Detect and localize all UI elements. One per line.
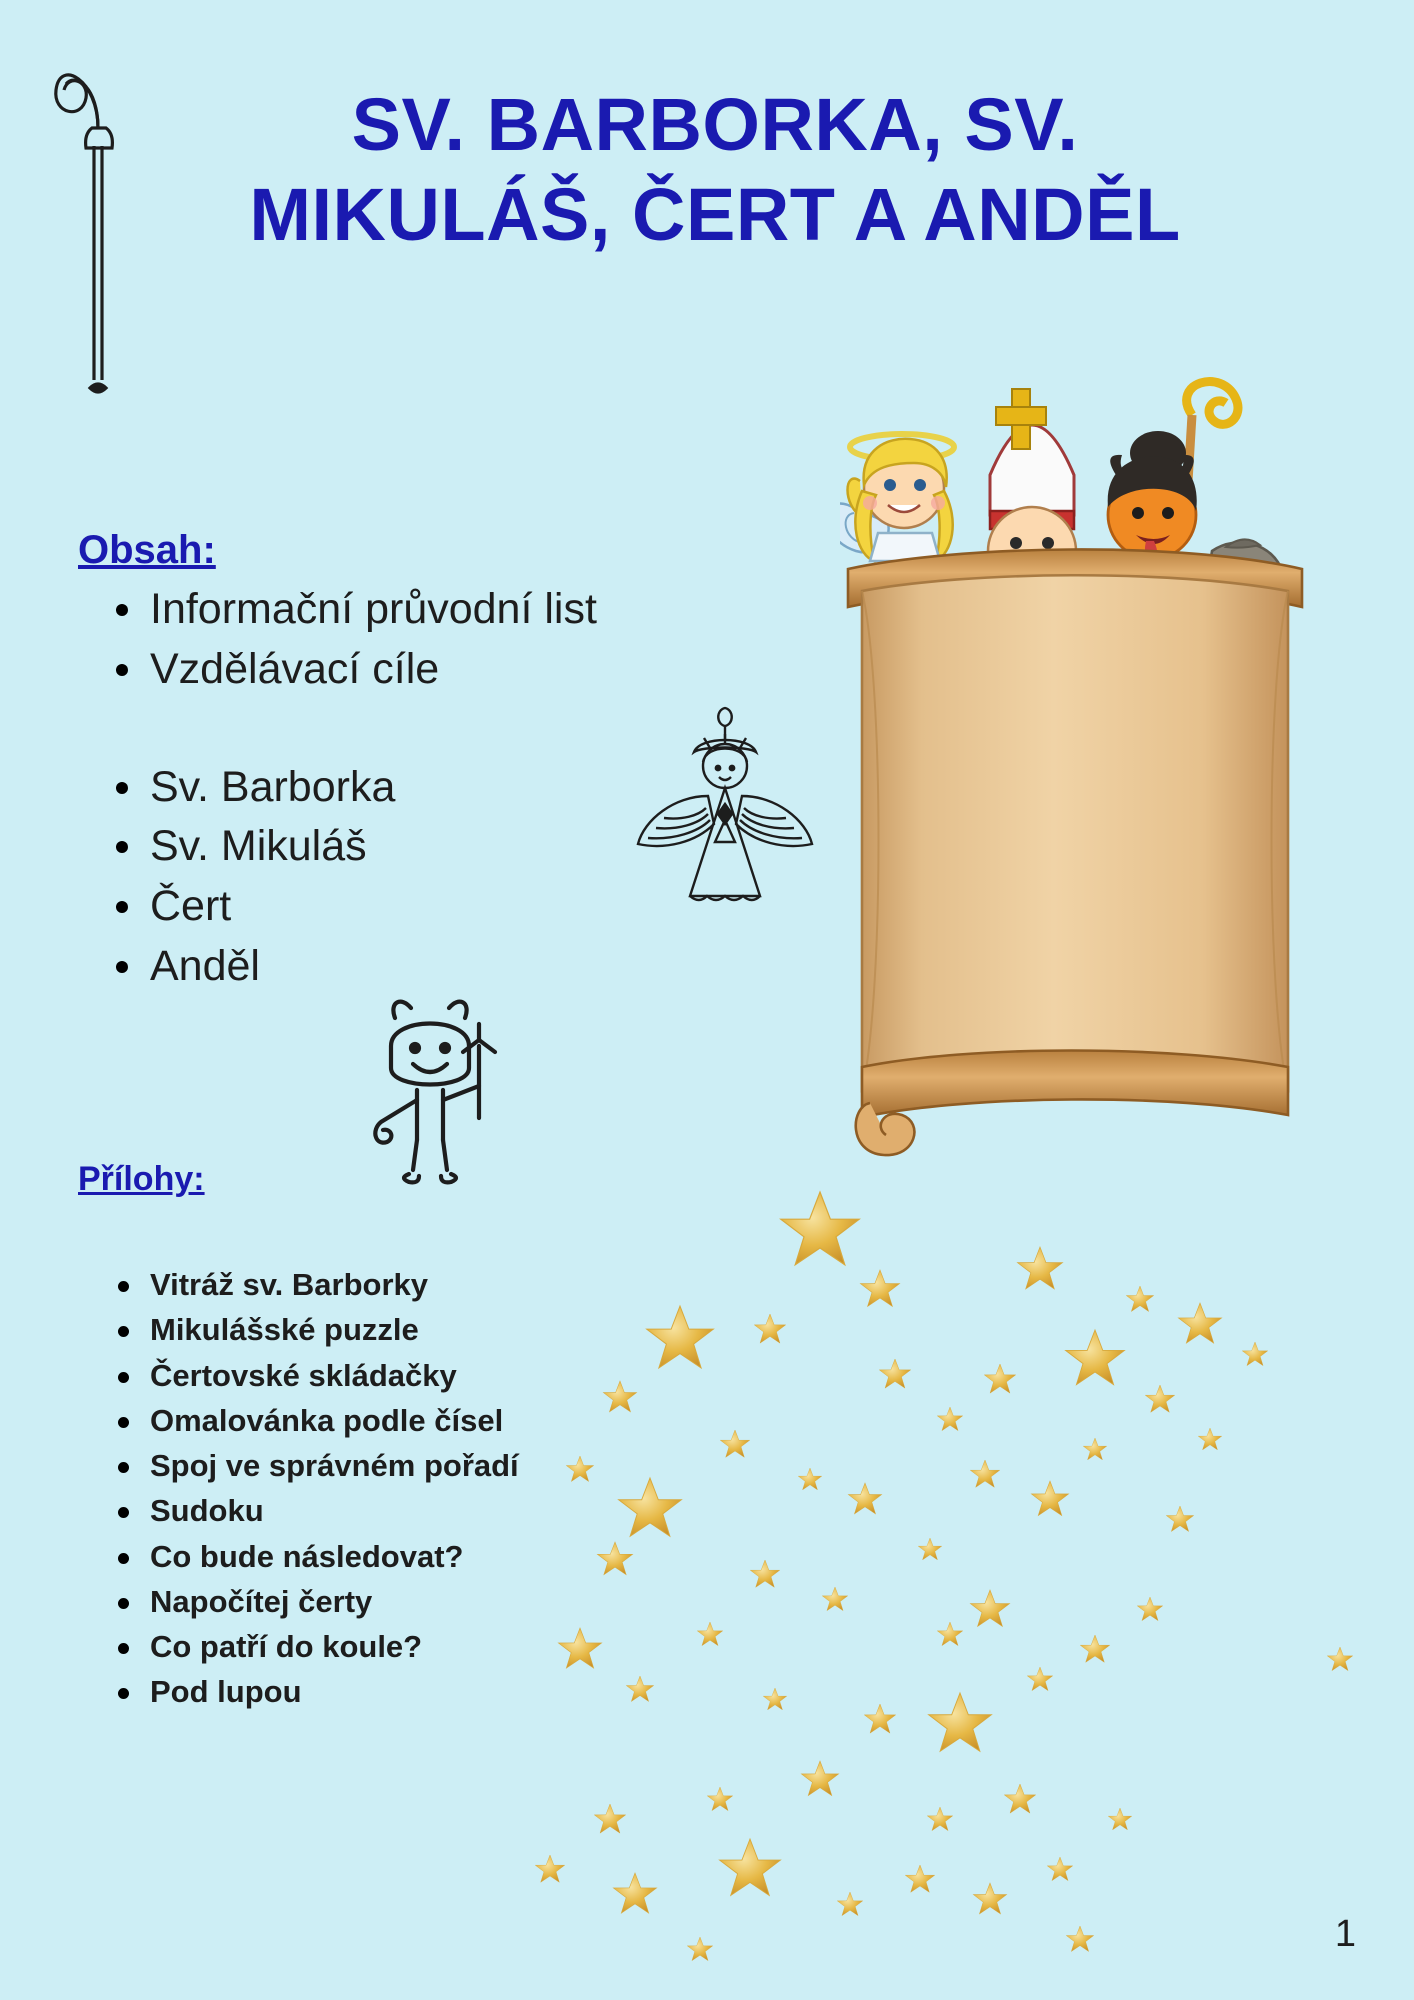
list-item: Vzdělávací cíle [98, 640, 597, 700]
list-item: Informační průvodní list [98, 580, 597, 640]
page-title-line-1: SV. BARBORKA, SV. [351, 83, 1079, 166]
list-item: Omalovánka podle čísel [98, 1398, 519, 1443]
angel-outline-icon [630, 700, 820, 935]
list-item: Anděl [98, 937, 597, 997]
devil-outline-icon [355, 990, 575, 1195]
contents-heading: Obsah: [78, 528, 216, 572]
angel-character [840, 434, 954, 561]
list-item: Co bude následovat? [98, 1534, 519, 1579]
attachments-heading: Přílohy: [78, 1160, 205, 1198]
list-item: Vitráž sv. Barborky [98, 1262, 519, 1307]
list-item: Spoj ve správném pořadí [98, 1443, 519, 1488]
contents-list [98, 580, 597, 997]
scroll-bottom-curl [856, 1051, 1288, 1156]
attachments-list [98, 1262, 519, 1715]
list-item: Napočítej čerty [98, 1579, 519, 1624]
list-item: Co patří do koule? [98, 1624, 519, 1669]
list-item: Sv. Mikuláš [98, 817, 597, 877]
page-title [90, 80, 1340, 261]
list-item-spacer [98, 700, 597, 758]
page-number: 1 [1334, 1913, 1356, 1955]
list-item: Pod lupou [98, 1669, 519, 1714]
glitter-stars-decoration [520, 1180, 1390, 1980]
list-item: Sudoku [98, 1488, 519, 1533]
list-item: Sv. Barborka [98, 758, 597, 818]
list-item: Čertovské skládačky [98, 1353, 519, 1398]
list-item: Mikulášské puzzle [98, 1307, 519, 1352]
list-item: Čert [98, 877, 597, 937]
parchment-scroll-illustration [840, 355, 1310, 1190]
page-title-line-2: MIKULÁŠ, ČERT A ANDĚL [249, 173, 1181, 257]
